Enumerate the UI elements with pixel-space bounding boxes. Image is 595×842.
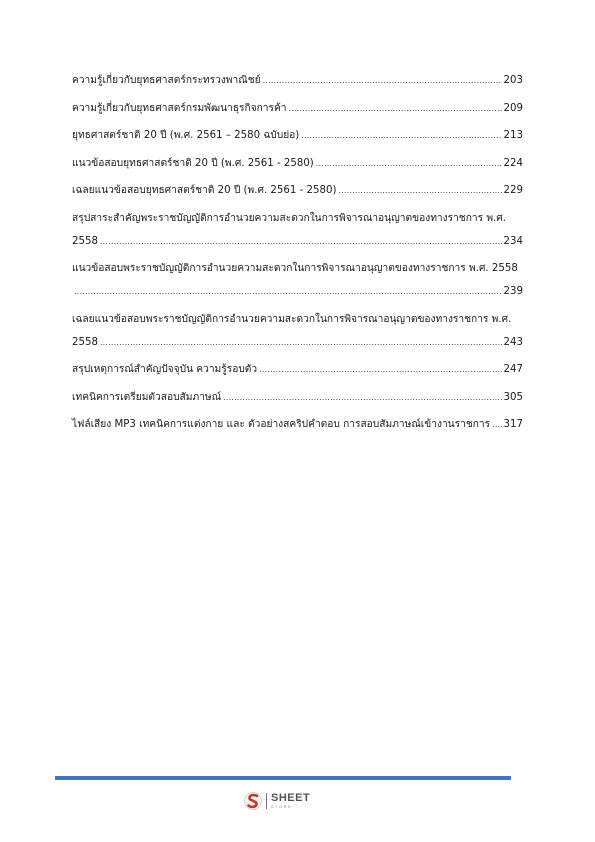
logo-sub: STORE <box>271 804 293 809</box>
logo-text <box>266 793 310 809</box>
dot-leader <box>259 363 501 376</box>
toc-entry[interactable] <box>72 184 523 197</box>
toc-entry-page: 317 <box>503 419 523 430</box>
dot-leader <box>316 157 502 170</box>
dot-leader <box>263 74 502 87</box>
sheet-logo-icon <box>244 790 262 812</box>
dot-leader <box>100 336 502 349</box>
toc-entry-page: 229 <box>503 185 523 196</box>
toc-entry-title: ยุทธศาสตร์ชาติ 20 ปี (พ.ศ. 2561 – 2580 ฉบับย่อ) <box>72 130 300 141</box>
toc-entry-page: 243 <box>503 336 523 348</box>
toc-entry[interactable] <box>72 129 523 142</box>
toc-entry-page: 239 <box>503 286 523 297</box>
table-of-contents <box>72 74 523 446</box>
toc-entry-title: เฉลยแนวข้อสอบยุทธศาสตร์ชาติ 20 ปี (พ.ศ. 2561 - 2580) <box>72 185 337 196</box>
toc-entry[interactable] <box>72 74 523 87</box>
dot-leader <box>338 184 501 197</box>
toc-entry-title: สรุปเหตุการณ์สำคัญปัจจุบัน ความรู้รอบตัว <box>72 364 258 375</box>
toc-entry[interactable] <box>72 262 523 298</box>
dot-leader <box>100 235 502 248</box>
toc-entry-page: 209 <box>503 102 523 114</box>
toc-entry-page: 203 <box>503 75 523 86</box>
dot-leader <box>301 129 501 142</box>
toc-entry-title-cont: 2558 <box>72 235 98 247</box>
brand-logo <box>244 790 310 812</box>
toc-entry-title-cont: 2558 <box>72 336 98 348</box>
toc-entry[interactable] <box>72 363 523 376</box>
toc-entry[interactable] <box>72 418 523 431</box>
footer-rule <box>55 776 511 780</box>
toc-entry[interactable] <box>72 313 523 349</box>
toc-entry-title: สรุปสาระสำคัญพระราชบัญญัติการอำนวยความสะดวกในการพิจารณาอนุญาตของทางราชการ พ.ศ. <box>72 212 506 224</box>
toc-entry-title: เทคนิคการเตรียมตัวสอบสัมภาษณ์ <box>72 391 222 403</box>
toc-entry[interactable] <box>72 102 523 115</box>
logo-brand: SHEET <box>271 792 311 804</box>
dot-leader <box>74 285 502 298</box>
toc-entry-title: แนวข้อสอบพระราชบัญญัติการอำนวยความสะดวกในการพิจารณาอนุญาตของทางราชการ พ.ศ. 2558 <box>72 263 518 274</box>
toc-entry-page: 213 <box>503 130 523 141</box>
toc-entry-title: ไฟล์เสียง MP3 เทคนิคการแต่งกาย และ ตัวอย่างสคริปคำตอบ การสอบสัมภาษณ์เข้างานราชการ <box>72 419 491 430</box>
toc-entry-title: แนวข้อสอบยุทธศาสตร์ชาติ 20 ปี (พ.ศ. 2561 - 2580) <box>72 157 314 169</box>
toc-entry-page: 224 <box>503 157 523 169</box>
toc-entry-title: ความรู้เกี่ยวกับยุทธศาสตร์กรมพัฒนาธุรกิจการค้า <box>72 102 287 114</box>
dot-leader <box>492 418 501 431</box>
toc-entry-title: ความรู้เกี่ยวกับยุทธศาสตร์กระทรวงพาณิชย์ <box>72 75 261 86</box>
toc-entry[interactable] <box>72 212 523 248</box>
toc-entry-title: เฉลยแนวข้อสอบพระราชบัญญัติการอำนวยความสะดวกในการพิจารณาอนุญาตของทางราชการ พ.ศ. <box>72 313 512 325</box>
dot-leader <box>289 102 502 115</box>
toc-entry[interactable] <box>72 157 523 170</box>
toc-entry[interactable] <box>72 391 523 404</box>
toc-entry-page: 234 <box>503 235 523 247</box>
toc-entry-page: 305 <box>503 391 523 403</box>
toc-entry-page: 247 <box>503 364 523 375</box>
dot-leader <box>223 391 501 404</box>
